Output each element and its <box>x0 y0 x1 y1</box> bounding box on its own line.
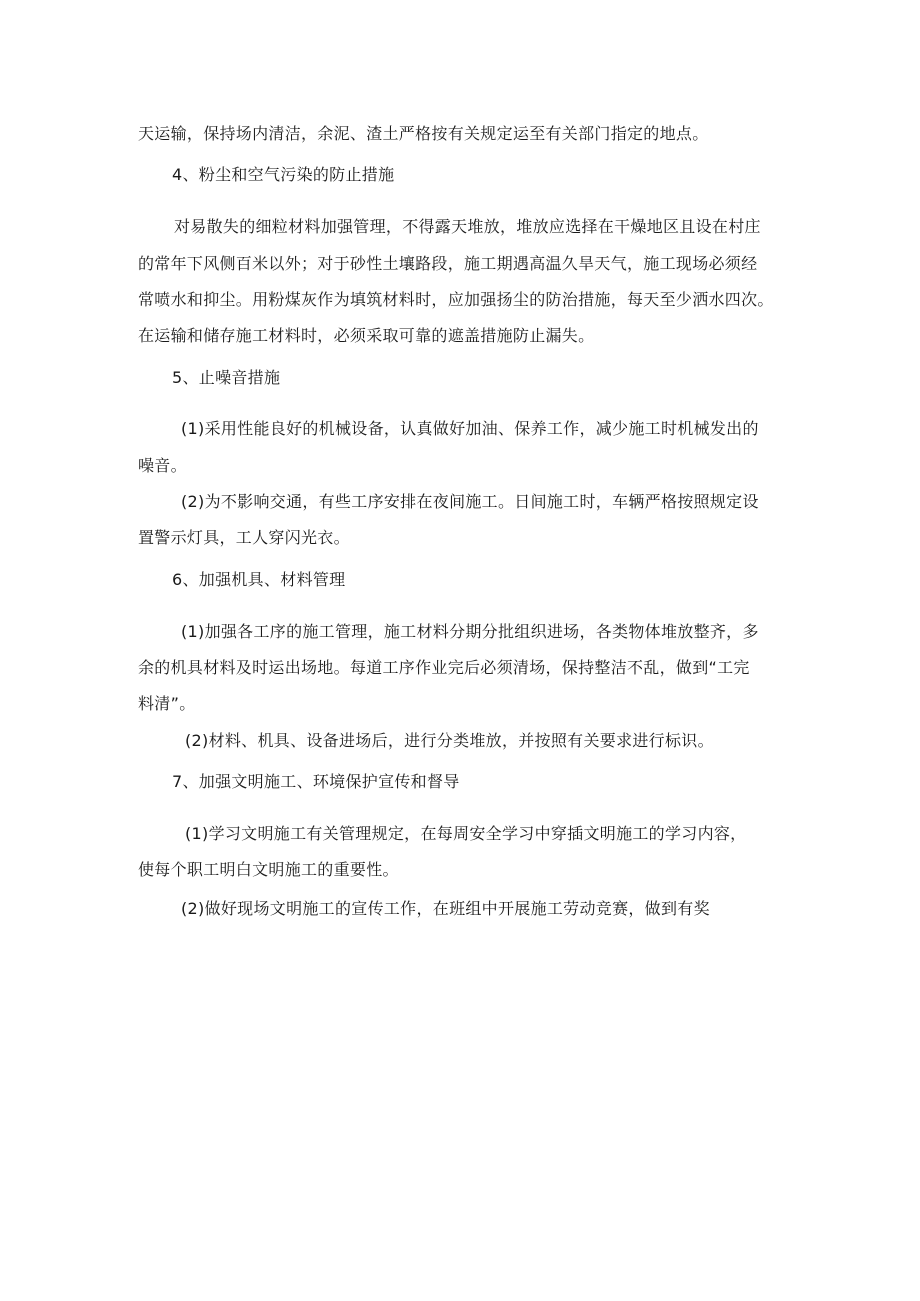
section-heading-6: 6、加强机具、材料管理 <box>172 570 346 589</box>
paragraph-line: 料清”。 <box>138 694 196 713</box>
paragraph-line: (1)采用性能良好的机械设备，认真做好加油、保养工作，减少施工时机械发出的 <box>181 419 759 438</box>
paragraph-line: 噪音。 <box>138 456 187 475</box>
section-heading-5: 5、止噪音措施 <box>172 368 281 387</box>
section-heading-7: 7、加强文明施工、环境保护宣传和督导 <box>172 772 460 791</box>
paragraph-line: 对易散失的细粒材料加强管理，不得露天堆放，堆放应选择在干燥地区且设在村庄 <box>174 217 761 236</box>
paragraph-line: 余的机具材料及时运出场地。每道工序作业完后必须清场，保持整洁不乱，做到“工完 <box>138 658 750 677</box>
paragraph-line: (2)做好现场文明施工的宣传工作，在班组中开展施工劳动竞赛，做到有奖 <box>181 899 710 918</box>
paragraph-line: 的常年下风侧百米以外；对于砂性土壤路段，施工期遇高温久旱天气，施工现场必须经 <box>138 254 758 273</box>
paragraph-line: (1)学习文明施工有关管理规定，在每周安全学习中穿插文明施工的学习内容， <box>185 824 747 843</box>
paragraph-line: 常喷水和抑尘。用粉煤灰作为填筑材料时，应加强扬尘的防治措施，每天至少洒水四次。 <box>138 290 774 309</box>
paragraph-line: 在运输和储存施工材料时，必须采取可靠的遮盖措施防止漏失。 <box>138 326 595 345</box>
section-heading-4: 4、粉尘和空气污染的防止措施 <box>172 165 395 184</box>
paragraph-line: (2)材料、机具、设备进场后，进行分类堆放，并按照有关要求进行标识。 <box>185 731 714 750</box>
paragraph-line: 天运输，保持场内清洁，余泥、渣土严格按有关规定运至有关部门指定的地点。 <box>138 124 709 143</box>
paragraph-line: (2)为不影响交通，有些工序安排在夜间施工。日间施工时，车辆严格按照规定设 <box>181 492 759 511</box>
paragraph-line: 使每个职工明白文明施工的重要性。 <box>138 860 399 879</box>
paragraph-line: (1)加强各工序的施工管理，施工材料分期分批组织进场，各类物体堆放整齐，多 <box>181 622 759 641</box>
paragraph-line: 置警示灯具，工人穿闪光衣。 <box>138 528 350 547</box>
